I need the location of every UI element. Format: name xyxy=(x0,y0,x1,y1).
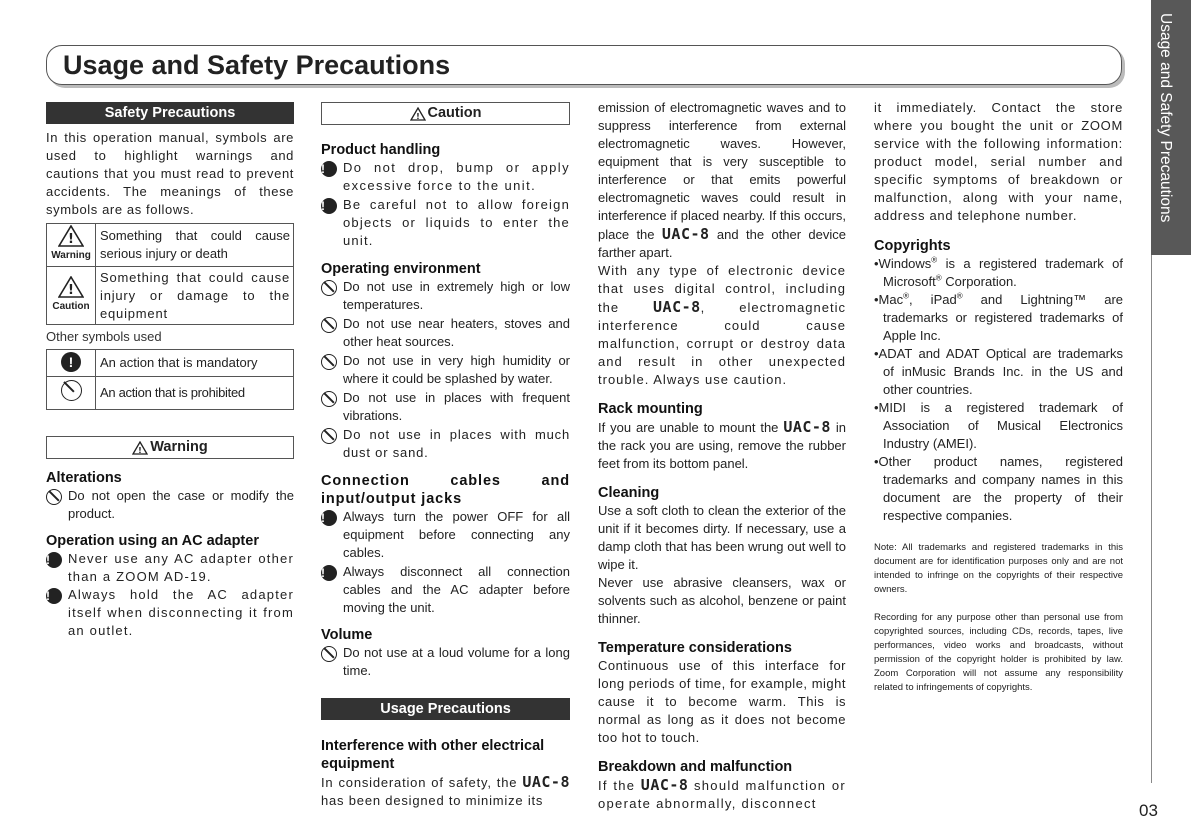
side-tab-label: Usage and Safety Precautions xyxy=(1157,13,1174,223)
title-box xyxy=(46,45,1122,85)
product-name: UAC-8 xyxy=(640,776,689,794)
mandatory-icon: ! xyxy=(46,588,62,604)
mandatory-icon: ! xyxy=(321,198,337,214)
ac-adapter-text-2: Always hold the AC adapter itself when disconnecting it from an outlet. xyxy=(68,587,294,638)
intro-text: In this operation manual, symbols are used to highlight warnings and cautions that you must read to prevent accidents. The meanings of these symbols are as follows. xyxy=(46,130,294,217)
prohibited-icon xyxy=(46,489,62,505)
cables-item-1 xyxy=(321,508,570,562)
interference-heading: Interference with other electrical equipment xyxy=(321,738,545,772)
prohibited-description: An action that is prohibited xyxy=(96,377,294,410)
interference-continued: emission of electromagnetic waves and to suppress interference from external electromagnetic waves. However, equipment that is very susceptible to interference or that emits powerful electromagnetic waves could result in interference if placed nearby. If this occurs, place the UAC-8 and the other device farther apart. xyxy=(598,100,846,260)
adat-trademark: •ADAT and ADAT Optical are trademarks of inMusic Brands Inc. in the US and other countries. xyxy=(874,346,1123,397)
mandatory-icon: ! xyxy=(321,161,337,177)
caution-symbol xyxy=(47,267,96,325)
mandatory-icon: ! xyxy=(46,552,62,568)
handling-text-1: Do not drop, bump or apply excessive force to the unit. xyxy=(343,160,570,193)
warning-symbol xyxy=(47,224,96,267)
product-handling-heading: Product handling xyxy=(321,142,441,158)
cleaning-heading: Cleaning xyxy=(598,485,660,501)
column-3 xyxy=(598,99,846,813)
volume-item xyxy=(321,644,570,680)
prohibited-icon xyxy=(321,280,337,296)
column-4 xyxy=(874,99,1123,695)
svg-text:!: ! xyxy=(415,111,420,121)
ac-adapter-item-2 xyxy=(46,586,294,640)
prohibited-icon xyxy=(321,428,337,444)
breakdown-text: If the UAC-8 should malfunction or operate abnormally, disconnect xyxy=(598,776,846,811)
rack-mounting-heading: Rack mounting xyxy=(598,401,703,417)
product-name: UAC-8 xyxy=(661,225,710,243)
interference-text: In consideration of safety, the UAC-8 has been designed to minimize its xyxy=(321,773,570,808)
env-item-1 xyxy=(321,278,570,314)
connection-cables-heading: Connection cables and input/output jacks xyxy=(321,473,570,507)
svg-text:!: ! xyxy=(68,282,74,298)
caution-symbol-label: Caution xyxy=(52,300,90,312)
caution-header xyxy=(321,102,570,125)
caution-header-icon xyxy=(410,107,426,121)
cables-text-2: Always disconnect all connection cables and the AC adapter before moving the unit. xyxy=(343,564,570,615)
product-name: UAC-8 xyxy=(783,418,831,436)
env-text-2: Do not use near heaters, stoves and other heat sources. xyxy=(343,316,570,349)
operating-environment-heading: Operating environment xyxy=(321,261,481,277)
env-item-3 xyxy=(321,352,570,388)
warning-header-label: Warning xyxy=(150,439,208,455)
alterations-heading: Alterations xyxy=(46,470,122,486)
handling-item-1 xyxy=(321,159,570,195)
prohibited-icon xyxy=(321,317,337,333)
mandatory-description: An action that is mandatory xyxy=(96,350,294,377)
env-item-4 xyxy=(321,389,570,425)
svg-text:!: ! xyxy=(138,445,143,455)
other-symbol-table xyxy=(46,349,294,410)
mandatory-icon: ! xyxy=(321,510,337,526)
breakdown-heading: Breakdown and malfunction xyxy=(598,759,793,775)
side-rule xyxy=(1151,255,1152,783)
temperature-heading: Temperature considerations xyxy=(598,640,792,656)
page-title: Usage and Safety Precautions xyxy=(63,50,451,80)
page-number: 03 xyxy=(1139,801,1158,820)
digital-control-text: With any type of electronic device that uses digital control, including the UAC-8, electromagnetic interference could cause malfunction, corrupt or destroy data and result in other unexpected trouble. Always use caution. xyxy=(598,263,846,387)
copyrights-heading: Copyrights xyxy=(874,238,951,254)
caution-description: Something that could cause injury or damage to the equipment xyxy=(96,267,294,325)
caution-row xyxy=(47,267,294,325)
alterations-text: Do not open the case or modify the product. xyxy=(68,488,294,521)
env-text-4: Do not use in places with frequent vibrations. xyxy=(343,390,570,423)
other-symbols-label: Other symbols used xyxy=(46,329,162,344)
usage-precautions-header: Usage Precautions xyxy=(321,698,570,720)
alterations-item xyxy=(46,487,294,523)
ac-adapter-text-1: Never use any AC adapter other than a ZOOM AD-19. xyxy=(68,551,294,584)
svg-text:!: ! xyxy=(68,232,74,247)
apple-trademark: •Mac®, iPad® and Lightning™ are trademarks or registered trademarks of Apple Inc. xyxy=(874,291,1123,343)
side-tab xyxy=(1151,0,1191,255)
product-name: UAC-8 xyxy=(522,773,570,791)
prohibited-icon xyxy=(321,354,337,370)
caution-triangle-icon xyxy=(58,276,84,298)
other-trademarks: •Other product names, registered trademarks and company names in this document are the property of their respective companies. xyxy=(874,454,1123,523)
env-text-1: Do not use in extremely high or low temperatures. xyxy=(343,279,570,312)
rack-mounting-text: If you are unable to mount the UAC-8 in the rack you are using, remove the rubber feet from its bottom panel. xyxy=(598,418,846,471)
volume-text: Do not use at a loud volume for a long time. xyxy=(343,645,570,678)
prohibited-row xyxy=(47,377,294,410)
cleaning-text-1: Use a soft cloth to clean the exterior of the unit if it becomes dirty. If necessary, use a damp cloth that has been wrung out well to wipe it. xyxy=(598,503,846,572)
prohibited-icon xyxy=(61,380,82,401)
warning-header-icon xyxy=(132,441,148,455)
warning-triangle-icon xyxy=(58,225,84,247)
product-name: UAC-8 xyxy=(653,298,701,316)
caution-header-label: Caution xyxy=(427,105,482,121)
warning-row xyxy=(47,224,294,267)
volume-heading: Volume xyxy=(321,627,373,643)
midi-trademark: •MIDI is a registered trademark of Association of Musical Electronics Industry (AMEI). xyxy=(874,400,1123,451)
windows-trademark: •Windows® is a registered trademark of Microsoft® Corporation. xyxy=(874,255,1123,289)
column-2 xyxy=(321,99,570,810)
handling-text-2: Be careful not to allow foreign objects or liquids to enter the unit. xyxy=(343,197,570,248)
symbol-table xyxy=(46,223,294,325)
prohibited-icon xyxy=(321,391,337,407)
cables-text-1: Always turn the power OFF for all equipment before connecting any cables. xyxy=(343,509,570,560)
env-item-2 xyxy=(321,315,570,351)
mandatory-row xyxy=(47,350,294,377)
env-item-5 xyxy=(321,426,570,462)
env-text-5: Do not use in places with much dust or sand. xyxy=(343,427,570,460)
warning-header xyxy=(46,436,294,459)
temperature-text: Continuous use of this interface for long periods of time, for example, might cause it to become warm. This is normal as long as it does not become too hot to touch. xyxy=(598,658,846,745)
trademark-note: Note: All trademarks and registered trademarks in this document are for identification purposes only and are not intended to infringe on the copyrights of their respective owners. xyxy=(874,542,1123,595)
prohibited-icon xyxy=(321,646,337,662)
column-1 xyxy=(46,99,294,640)
cables-item-2 xyxy=(321,563,570,617)
env-text-3: Do not use in very high humidity or where it could be splashed by water. xyxy=(343,353,570,386)
cleaning-text-2: Never use abrasive cleansers, wax or solvents such as alcohol, benzene or paint thinner. xyxy=(598,575,846,626)
mandatory-icon: ! xyxy=(321,565,337,581)
breakdown-continued: it immediately. Contact the store where you bought the unit or ZOOM service with the following information: product model, serial number and specific symptoms of breakdown or malfunction, along with your name, address and telephone number. xyxy=(874,100,1123,223)
warning-symbol-label: Warning xyxy=(51,250,91,261)
ac-adapter-heading: Operation using an AC adapter xyxy=(46,533,259,549)
mandatory-icon: ! xyxy=(61,352,81,372)
handling-item-2 xyxy=(321,196,570,250)
warning-description: Something that could cause serious injury or death xyxy=(96,224,294,267)
recording-notice: Recording for any purpose other than personal use from copyrighted sources, including CDs, records, tapes, live performances, video works and broadcasts, without permission of the copyright holder is prohibited by law. Zoom Corporation will not assume any responsibility related to infringements of copyrights. xyxy=(874,612,1123,693)
ac-adapter-item-1 xyxy=(46,550,294,586)
safety-precautions-header: Safety Precautions xyxy=(46,102,294,124)
